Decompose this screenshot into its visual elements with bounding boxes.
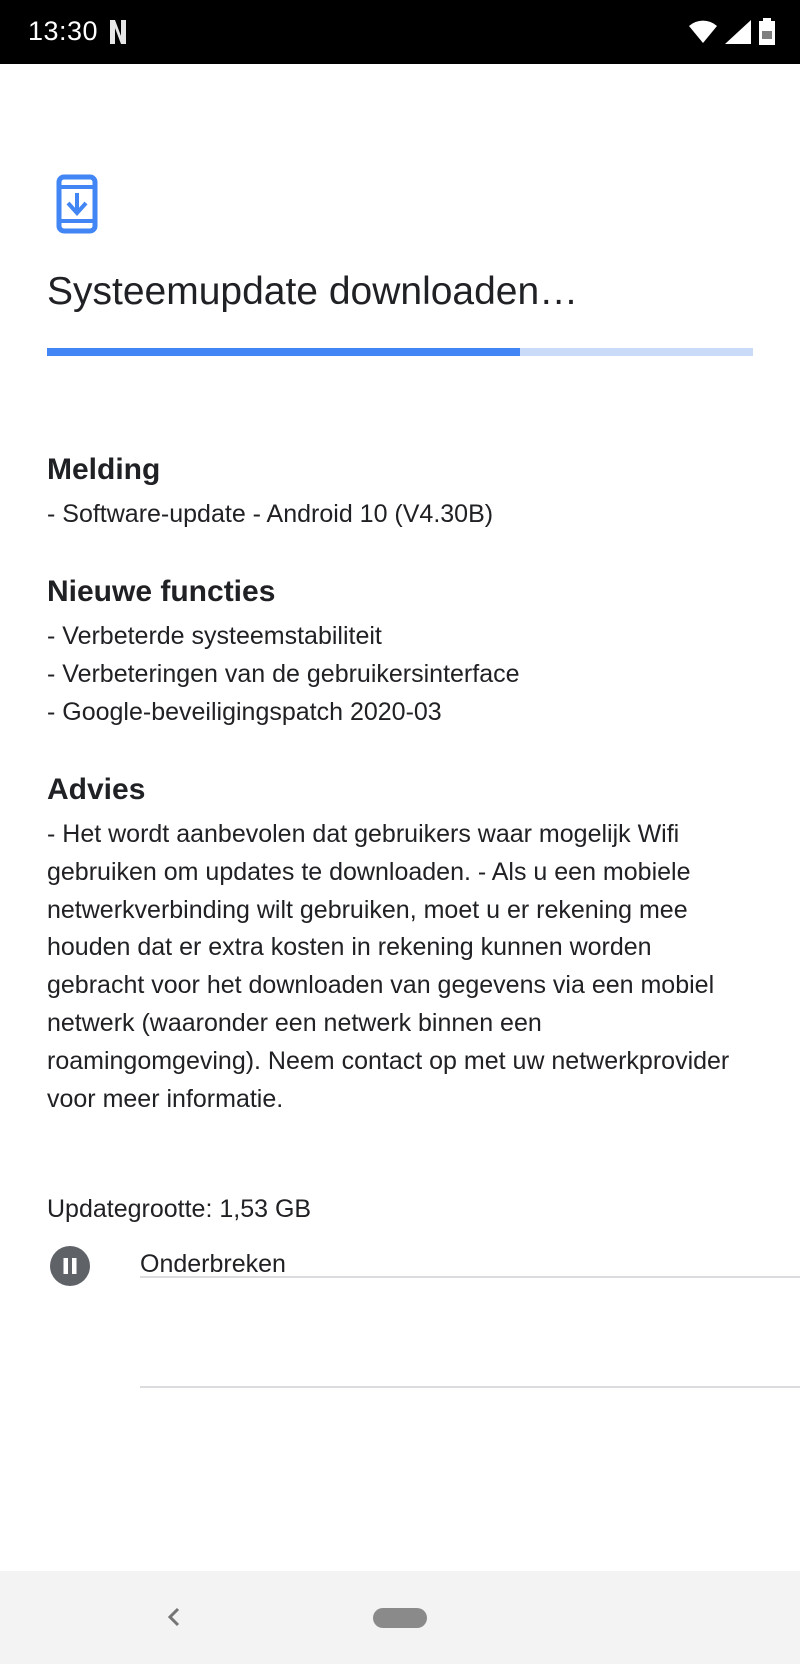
section-advies (47, 770, 757, 1118)
download-progress-bar (47, 348, 753, 356)
divider (140, 1386, 800, 1388)
feature-line: - Verbeterde systeemstabiliteit (47, 622, 382, 650)
status-icons (688, 16, 776, 48)
status-bar (0, 0, 800, 64)
melding-line: - Software-update - Android 10 (V4.30B) (47, 500, 494, 528)
phone-download-icon (56, 174, 98, 234)
back-chevron-icon[interactable] (160, 1603, 188, 1631)
pause-label: Onderbreken (140, 1250, 286, 1278)
battery-icon (758, 18, 776, 46)
cell-signal-icon (724, 19, 752, 45)
status-time: 13:30 (28, 16, 99, 46)
feature-line: - Google-beveiligingspatch 2020-03 (47, 697, 442, 726)
page-title: Systeemupdate downloaden… (47, 270, 579, 313)
section-heading-nieuwe-functies: Nieuwe functies (47, 575, 276, 608)
home-pill-icon[interactable] (373, 1608, 427, 1628)
update-size-text: Updategrootte: 1,53 GB (47, 1195, 312, 1223)
advice-text: - Het wordt aanbevolen dat gebruikers waar mogelijk Wifi gebruiken om updates te downloaden. - Als u een mobiele netwerkverbinding wilt gebruiken, moet u er rekening mee houden dat er extra kosten in rekening kunnen worden gebracht voor het downloaden van gegevens via een mobiel netwerk (waaronder een netwerk binnen een roamingomgeving). Neem contact op met uw netwerkprovider voor meer informatie. (47, 820, 730, 1113)
section-nieuwe-functies (47, 572, 747, 731)
netflix-n-icon (108, 18, 128, 46)
section-melding (47, 450, 747, 534)
feature-line: - Verbeteringen van de gebruikersinterface (47, 659, 520, 688)
wifi-icon (688, 20, 718, 44)
section-heading-advies: Advies (47, 773, 146, 806)
pause-circle-icon (50, 1246, 90, 1286)
pause-button[interactable] (0, 1214, 800, 1318)
section-heading-melding: Melding (47, 453, 161, 486)
download-progress-fill (47, 348, 520, 356)
navigation-bar (0, 1571, 800, 1664)
